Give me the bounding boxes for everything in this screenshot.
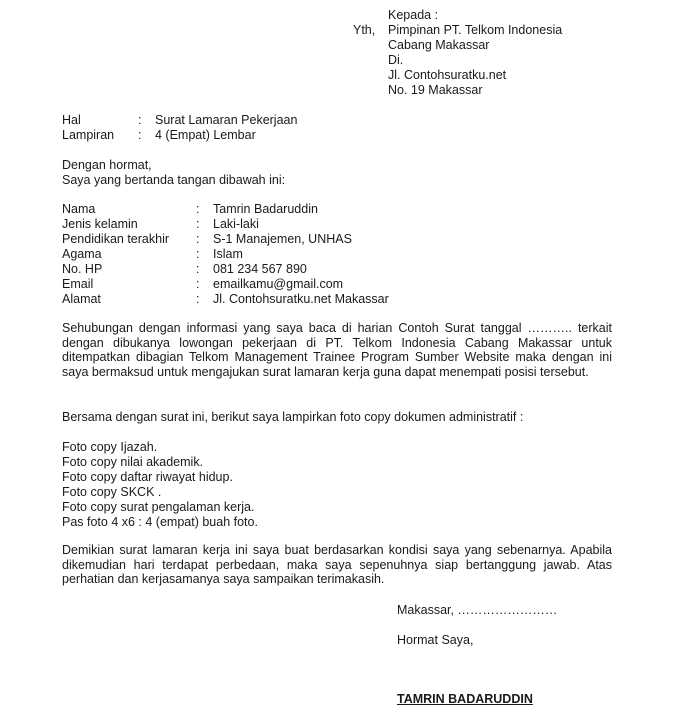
identity-value: Jl. Contohsuratku.net Makassar xyxy=(213,292,389,306)
identity-key: Email xyxy=(62,277,94,291)
identity-colon: : xyxy=(196,202,200,216)
identity-value: 081 234 567 890 xyxy=(213,262,307,276)
identity-value: emailkamu@gmail.com xyxy=(213,277,344,291)
identity-row xyxy=(62,202,389,217)
identity-key: Agama xyxy=(62,247,102,261)
signer-name: TAMRIN BADARUDDIN xyxy=(397,692,533,706)
identity-key: Jenis kelamin xyxy=(62,217,138,231)
closing-paragraph: Demikian surat lamaran kerja ini saya buat berdasarkan kondisi saya yang sebenarnya. Apabila dikemudian hari terdapat perbedaan, maka saya sepenuhnya siap bertanggung jawab. Atas perhatian dan kerjasamanya saya sampaikan terimakasih. xyxy=(62,543,612,586)
identity-colon: : xyxy=(196,262,200,276)
list-item: Foto copy nilai akademik. xyxy=(62,455,204,469)
recipient-line: No. 19 Makassar xyxy=(388,83,483,97)
identity-value: Laki-laki xyxy=(213,217,259,231)
identity-row xyxy=(62,262,389,277)
recipient-kepada: Kepada : xyxy=(388,8,439,22)
regards: Hormat Saya, xyxy=(397,633,474,647)
identity-row xyxy=(62,292,389,307)
identity-colon: : xyxy=(196,277,200,291)
meta-value: Surat Lamaran Pekerjaan xyxy=(155,113,298,127)
list-item: Foto copy Ijazah. xyxy=(62,440,158,454)
identity-colon: : xyxy=(196,247,200,261)
attachment-list xyxy=(62,440,258,530)
list-item: Pas foto 4 x6 : 4 (empat) buah foto. xyxy=(62,515,258,529)
meta-key: Lampiran xyxy=(62,128,115,142)
meta-key: Hal xyxy=(62,113,81,127)
meta-colon: : xyxy=(138,113,142,127)
identity-table xyxy=(62,202,389,307)
identity-key: Pendidikan terakhir xyxy=(62,232,170,246)
recipient-block xyxy=(353,8,562,98)
identity-colon: : xyxy=(196,232,200,246)
identity-row xyxy=(62,277,389,292)
recipient-line: Jl. Contohsuratku.net xyxy=(388,68,507,82)
identity-row xyxy=(62,217,389,232)
identity-value: Tamrin Badaruddin xyxy=(213,202,318,216)
identity-colon: : xyxy=(196,292,200,306)
list-item: Foto copy surat pengalaman kerja. xyxy=(62,500,255,514)
identity-key: Alamat xyxy=(62,292,101,306)
identity-row xyxy=(62,247,389,262)
meta-row-hal xyxy=(62,113,297,128)
identity-value: Islam xyxy=(213,247,243,261)
recipient-line: Di. xyxy=(388,53,404,67)
identity-key: No. HP xyxy=(62,262,103,276)
identity-key: Nama xyxy=(62,202,96,216)
recipient-line: Cabang Makassar xyxy=(388,38,490,52)
identity-row xyxy=(62,232,389,247)
list-item: Foto copy daftar riwayat hidup. xyxy=(62,470,233,484)
identity-value: S-1 Manajemen, UNHAS xyxy=(213,232,352,246)
recipient-yth: Yth, xyxy=(353,23,376,37)
recipient-line: Pimpinan PT. Telkom Indonesia xyxy=(388,23,563,37)
body-paragraph: Sehubungan dengan informasi yang saya baca di harian Contoh Surat tanggal ……….. terkait dengan dibukanya lowongan pekerjaan di PT. Telkom Indonesia Cabang Makassar untuk ditempatkan dibagian Telkom Management Trainee Program Sumber Website maka dengan ini saya bermaksud untuk mengajukan surat lamaran kerja guna dapat menempati posisi tersebut. xyxy=(62,321,612,379)
meta-colon: : xyxy=(138,128,142,142)
attachment-intro: Bersama dengan surat ini, berikut saya lampirkan foto copy dokumen administratif : xyxy=(62,410,524,424)
place-date: Makassar, …………………… xyxy=(397,603,558,617)
letter-meta xyxy=(62,113,297,143)
greeting: Dengan hormat, xyxy=(62,158,152,172)
intro: Saya yang bertanda tangan dibawah ini: xyxy=(62,173,286,187)
list-item: Foto copy SKCK . xyxy=(62,485,162,499)
identity-colon: : xyxy=(196,217,200,231)
meta-row-lampiran xyxy=(62,128,297,143)
meta-value: 4 (Empat) Lembar xyxy=(155,128,256,142)
